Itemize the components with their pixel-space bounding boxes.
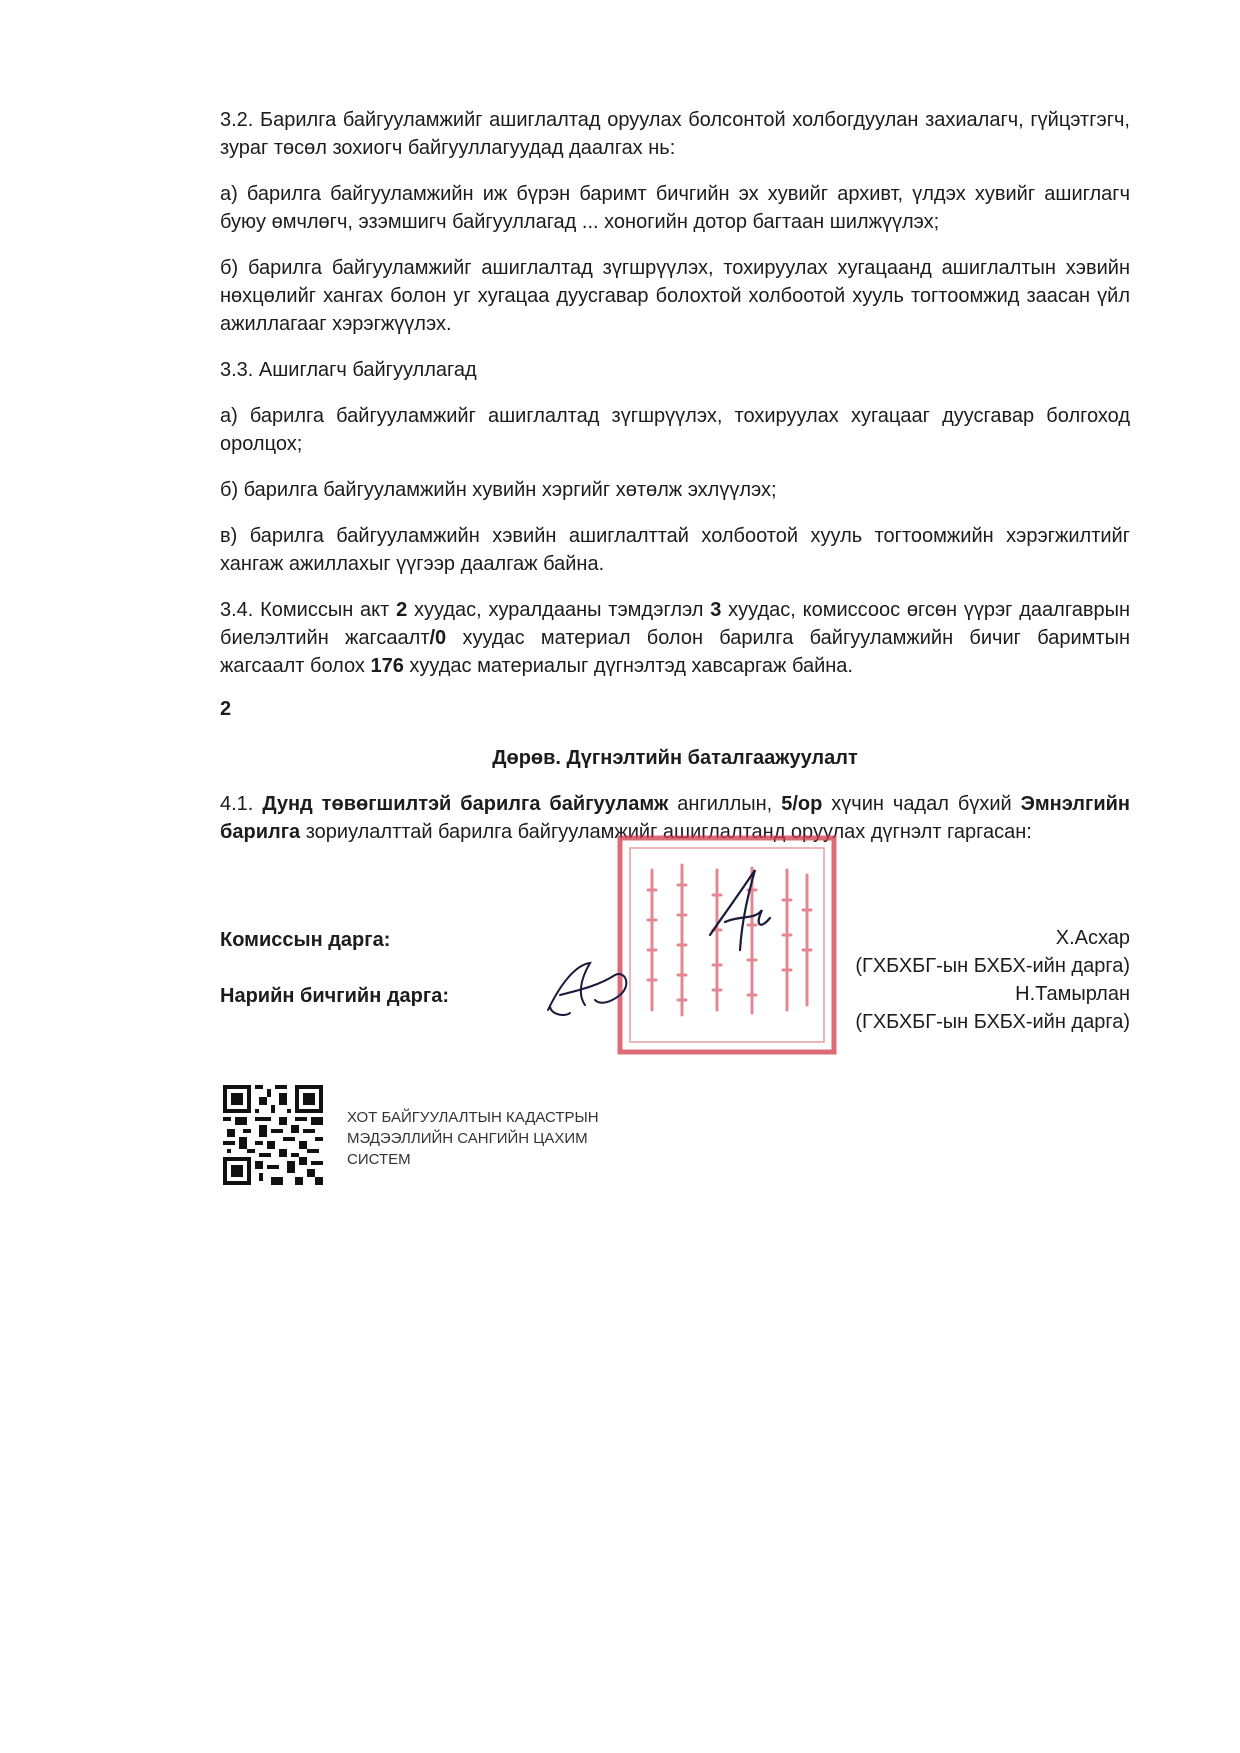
bold-number: 3 (710, 599, 722, 621)
bold-text: Дунд төвөгшилтэй барилга байгууламж (262, 793, 669, 815)
section-heading: Дөрөв. Дүгнэлтийн баталгаажуулалт (492, 747, 858, 769)
paragraph-4-1 (220, 790, 1130, 846)
text-run: хүчин чадал бүхий (822, 793, 1021, 815)
paragraph-3-3-c: в) барилга байгууламжийн хэвийн ашиглалттай холбоотой хууль тогтоомжийн хэрэгжилтийг хангаж ажиллахыг үүгээр даалгаж байна. (220, 525, 1130, 575)
text-run: ангиллын, (668, 793, 782, 815)
paragraph-3-2-a: а) барилга байгууламжийн иж бүрэн баримт бичгийн эх хувийг архивт, үлдэх хувийг ашиглагч буюу өмчлөгч, эзэмшигч байгууллагад ... хоногийн дотор багтаан шилжүүлэх; (220, 183, 1130, 233)
secretary-details (855, 980, 1130, 1036)
secretary-name: Н.Тамырлан (1015, 983, 1130, 1005)
paragraph-3-3-b: б) барилга байгууламжийн хувийн хэргийг хөтөлж эхлүүлэх; (220, 479, 777, 501)
text-run: хуудас, хуралдааны тэмдэглэл (407, 599, 711, 621)
text-run: хуудас материалыг дүгнэлтэд хавсаргаж байна. (403, 655, 853, 677)
document-body (220, 106, 1130, 864)
paragraph-3-3: 3.3. Ашиглагч байгууллагад (220, 359, 477, 381)
footer-line: ХОТ БАЙГУУЛАЛТЫН КАДАСТРЫН (347, 1109, 599, 1126)
paragraph-3-2: 3.2. Барилга байгууламжийг ашиглалтад оруулах болсонтой холбогдуулан захиалагч, гүйцэтгэгч, зураг төсөл зохиогч байгууллагуудад даалгах нь: (220, 109, 1130, 159)
bold-text: 5/ор (781, 793, 823, 815)
text-run: зориулалттай барилга байгууламжийг ашиглалтанд оруулах дүгнэлт гаргасан: (300, 821, 1032, 843)
chair-label: Комиссын дарга: (220, 929, 391, 951)
paragraph-3-2-b: б) барилга байгууламжийг ашиглалтад зүгшрүүлэх, тохируулах хугацаанд ашиглалтын хэвийн нөхцөлийг хангах болон уг хугацаа дуусгавар болохтой холбоотой хууль тогтоомжид заасан үйл ажиллагааг хэрэгжүүлэх. (220, 257, 1130, 335)
paragraph-3-3-a: а) барилга байгууламжийг ашиглалтад зүгшрүүлэх, тохируулах хугацааг дуусгавар болгоход оролцох; (220, 405, 1130, 455)
chair-name: Х.Асхар (1055, 927, 1130, 949)
chair-details (855, 924, 1130, 980)
footer-system-name (347, 1107, 647, 1170)
paragraph-3-4 (220, 596, 1130, 680)
secretary-title: (ГХБХБГ-ын БХБХ-ийн дарга) (855, 1011, 1130, 1033)
text-run: хуудас материал болон барилга байгууламжийн бичиг баримтын жагсаалт болох (220, 627, 1130, 677)
bold-number: 176 (370, 655, 404, 677)
text-run: 4.1. (220, 793, 263, 815)
bold-text: Эмнэлгийн барилга (220, 793, 1130, 843)
chair-signature-block (220, 924, 1130, 980)
secretary-label: Нарийн бичгийн дарга: (220, 985, 449, 1007)
bold-number: /0 (429, 627, 447, 649)
text-run: хуудас, комиссоос өгсөн үүрэг даалгаврын биелэлтийн жагсаалт (220, 599, 1130, 649)
bold-number: 2 (396, 599, 408, 621)
page-number: 2 (220, 698, 232, 720)
footer-line: МЭДЭЭЛЛИЙН САНГИЙН ЦАХИМ (347, 1130, 588, 1147)
qr-code-icon[interactable] (223, 1085, 323, 1185)
footer-line: СИСТЕМ (347, 1151, 411, 1168)
chair-title: (ГХБХБГ-ын БХБХ-ийн дарга) (855, 955, 1130, 977)
secretary-signature-block (220, 980, 1130, 1036)
text-run: 3.4. Комиссын акт (220, 599, 397, 621)
